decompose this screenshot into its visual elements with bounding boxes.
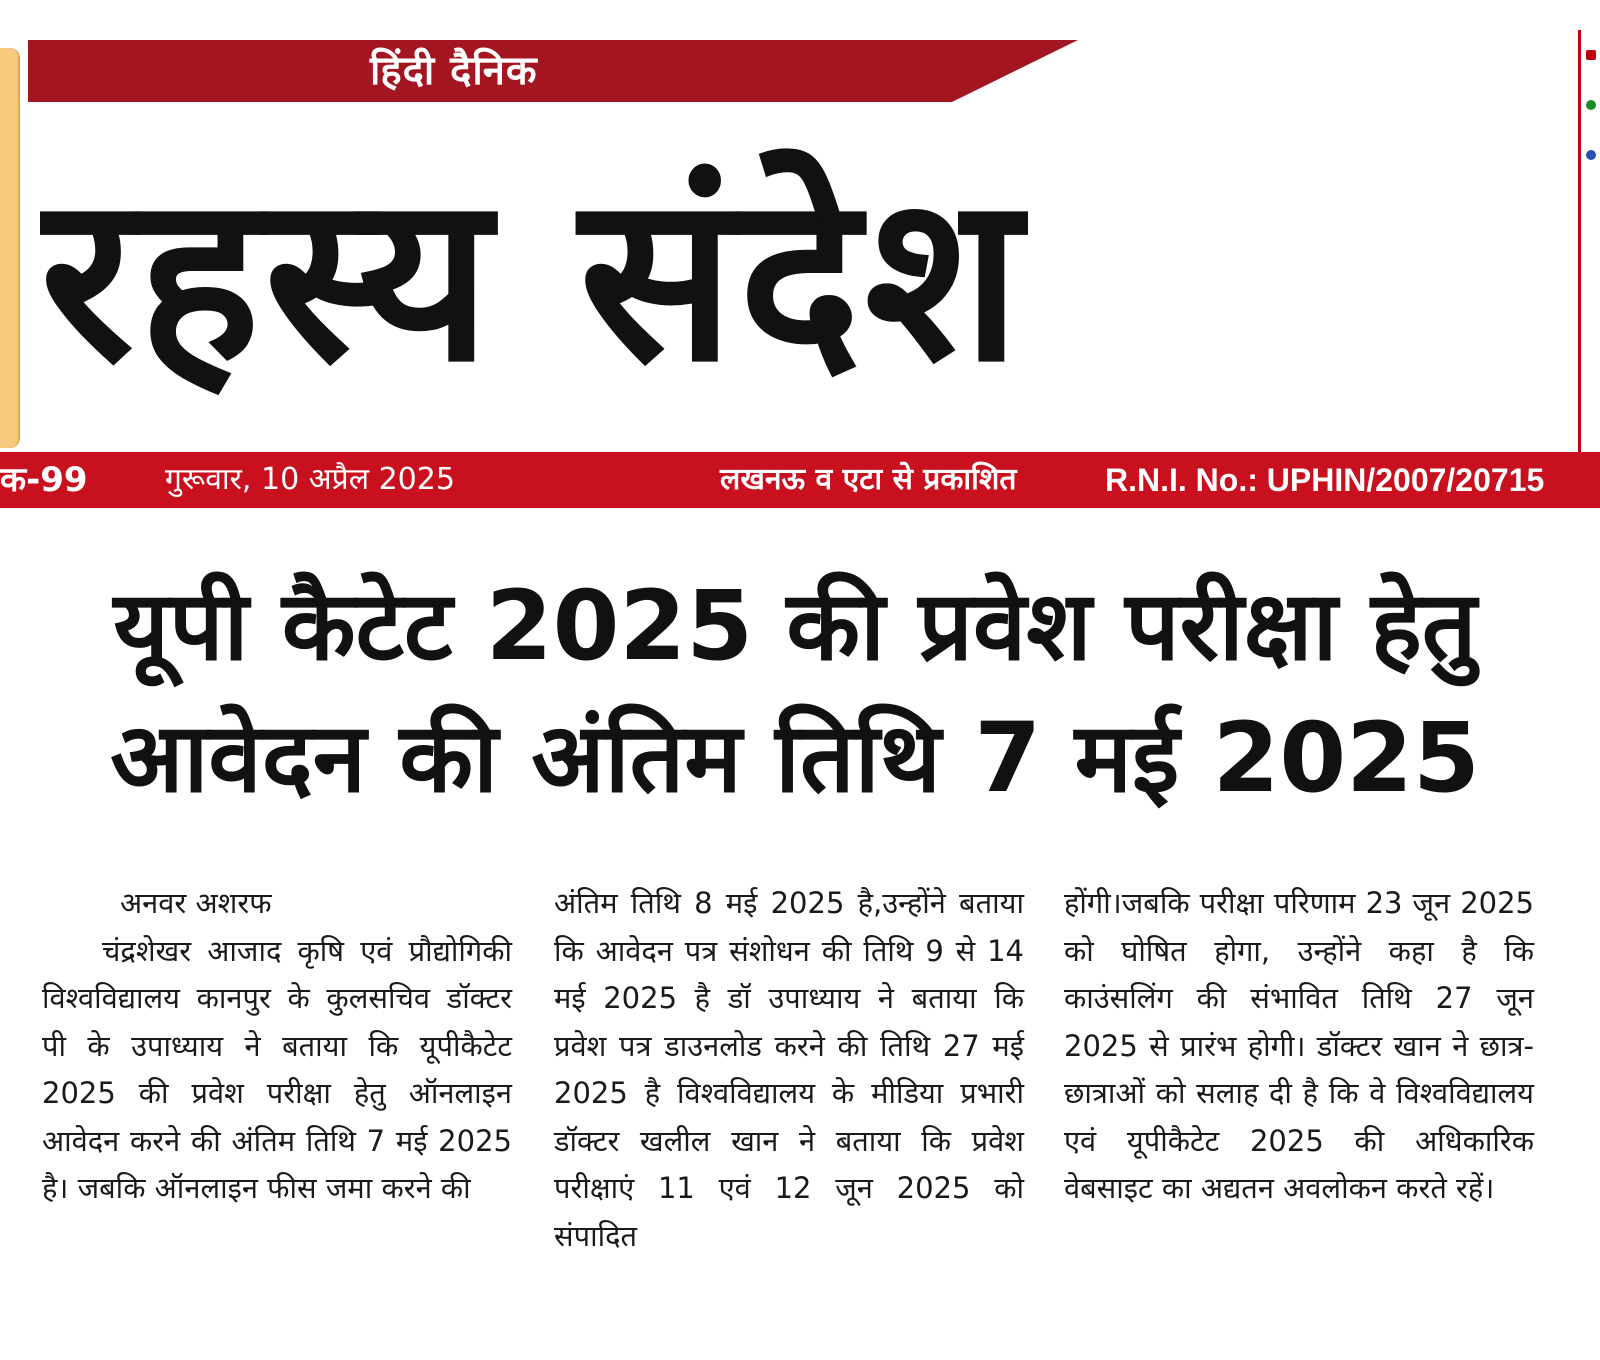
headline-line-1: यूपी कैटेट 2025 की प्रवेश परीक्षा हेतु bbox=[113, 570, 1477, 682]
info-bar bbox=[0, 452, 1600, 508]
publication-place: लखनऊ व एटा से प्रकाशित bbox=[720, 462, 1017, 497]
issue-date: गुरूवार, 10 अप्रैल 2025 bbox=[165, 462, 455, 497]
advert-blue-mark bbox=[1586, 150, 1596, 160]
advert-green-mark bbox=[1586, 100, 1596, 110]
article-column-1 bbox=[42, 880, 512, 1213]
column-3-text: होंगी।जबकि परीक्षा परिणाम 23 जून 2025 को घोषित होगा, उन्होंने कहा है कि काउंसलिंग की संभावित तिथि 27 जून 2025 से प्रारंभ होगी। डॉक्टर खान ने छात्र-छात्राओं को सलाह दी है कि वे विश्वविद्यालय एवं यूपीकैटेट 2025 की अधिकारिक वेबसाइट का अद्यतन अवलोकन करते रहें। bbox=[1064, 886, 1534, 1205]
advert-red-mark bbox=[1586, 50, 1596, 60]
article-column-3 bbox=[1064, 880, 1534, 1213]
newspaper-title: रहस्य संदेश bbox=[40, 146, 1026, 413]
article-body bbox=[42, 880, 1562, 1340]
article-column-2 bbox=[554, 880, 1024, 1260]
left-edge-advert bbox=[0, 48, 20, 448]
rni-number: R.N.I. No.: UPHIN/2007/20715 bbox=[1105, 462, 1545, 498]
article-headline bbox=[60, 560, 1530, 824]
column-1-text: चंद्रशेखर आजाद कृषि एवं प्रौद्योगिकी विश्वविद्यालय कानपुर के कुलसचिव डॉक्टर पी के उपाध्याय ने बताया कि यूपीकैटेट 2025 की प्रवेश परीक्षा हेतु ऑनलाइन आवेदन करने की अंतिम तिथि 7 मई 2025 है। जबकि ऑनलाइन फीस जमा करने की bbox=[42, 933, 512, 1205]
masthead-tagline: हिंदी दैनिक bbox=[370, 48, 538, 94]
headline-line-2: आवेदन की अंतिम तिथि 7 मई 2025 bbox=[110, 702, 1480, 814]
tagline-ribbon bbox=[28, 40, 1078, 102]
right-edge-advert bbox=[1578, 30, 1600, 460]
byline: अनवर अशरफ bbox=[120, 886, 272, 920]
column-2-text: अंतिम तिथि 8 मई 2025 है,उन्होंने बताया कि आवेदन पत्र संशोधन की तिथि 9 से 14 मई 2025 है डॉ उपाध्याय ने बताया कि प्रवेश पत्र डाउनलोड करने की तिथि 27 मई 2025 है विश्वविद्यालय के मीडिया प्रभारी डॉक्टर खलील खान ने बताया कि प्रवेश परीक्षाएं 11 एवं 12 जून 2025 को संपादित bbox=[554, 886, 1024, 1253]
issue-number: क-99 bbox=[0, 460, 88, 500]
